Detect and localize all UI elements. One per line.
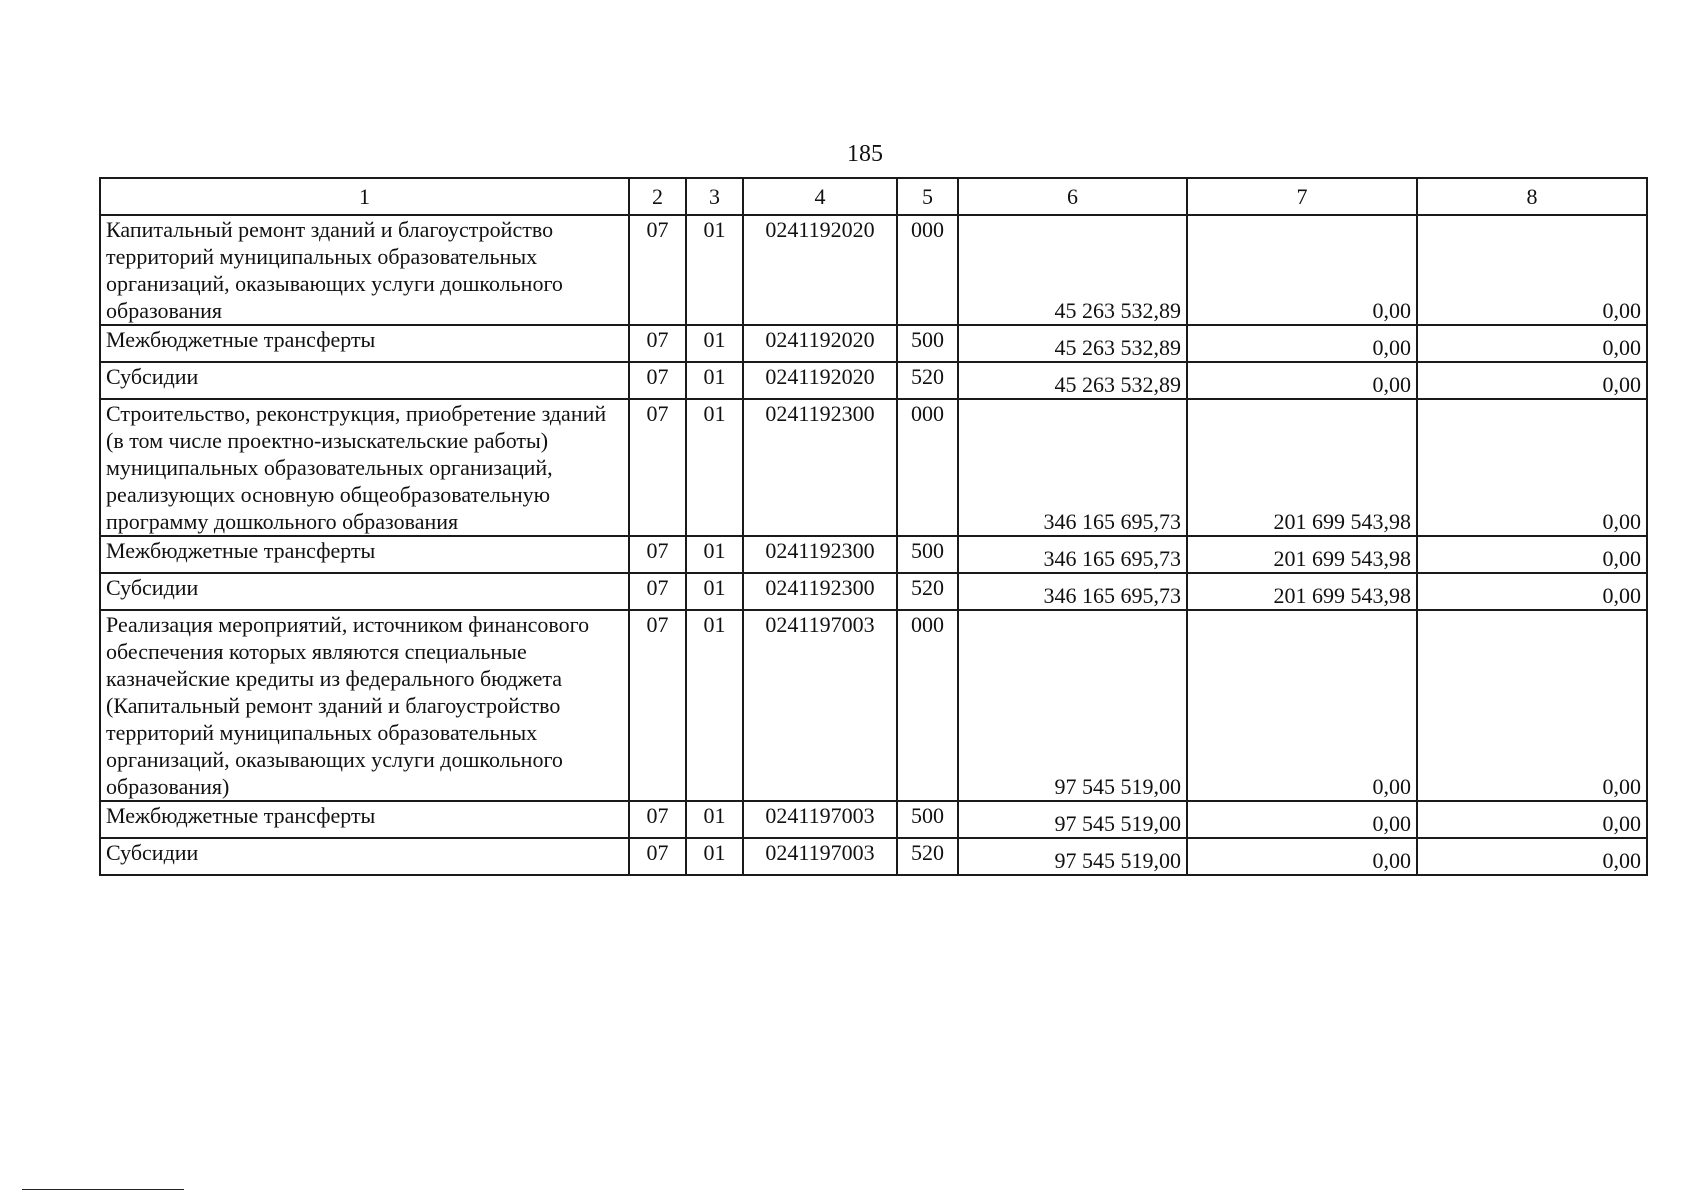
amount-col8: 0,00 (1417, 362, 1647, 399)
column-header: 7 (1187, 178, 1417, 215)
row-name: Капитальный ремонт зданий и благоустройство территорий муниципальных образовательных организаций, оказывающих услуги дошкольного образования (100, 215, 629, 325)
amount-col7: 201 699 543,98 (1187, 573, 1417, 610)
column-header: 5 (897, 178, 958, 215)
amount-col7: 0,00 (1187, 801, 1417, 838)
section-code: 07 (629, 215, 686, 325)
amount-col6: 346 165 695,73 (958, 536, 1187, 573)
target-article-code: 0241197003 (743, 838, 897, 875)
amount-col7: 0,00 (1187, 610, 1417, 801)
amount-col8: 0,00 (1417, 399, 1647, 536)
column-header: 4 (743, 178, 897, 215)
expense-type-code: 000 (897, 215, 958, 325)
section-code: 07 (629, 362, 686, 399)
expense-type-code: 500 (897, 801, 958, 838)
table-row (100, 610, 1647, 801)
column-number-header-row (100, 178, 1647, 215)
target-article-code: 0241192300 (743, 399, 897, 536)
amount-col6: 45 263 532,89 (958, 362, 1187, 399)
row-name: Субсидии (100, 838, 629, 875)
section-code: 07 (629, 325, 686, 362)
amount-col8: 0,00 (1417, 325, 1647, 362)
amount-col8: 0,00 (1417, 536, 1647, 573)
expense-type-code: 000 (897, 610, 958, 801)
column-header: 3 (686, 178, 743, 215)
table-row (100, 801, 1647, 838)
amount-col6: 45 263 532,89 (958, 215, 1187, 325)
target-article-code: 0241192020 (743, 215, 897, 325)
row-name: Субсидии (100, 573, 629, 610)
table-row (100, 536, 1647, 573)
target-article-code: 0241192300 (743, 536, 897, 573)
expense-type-code: 500 (897, 536, 958, 573)
footnote-separator-line (22, 1189, 184, 1190)
column-header: 8 (1417, 178, 1647, 215)
subsection-code: 01 (686, 536, 743, 573)
section-code: 07 (629, 573, 686, 610)
subsection-code: 01 (686, 325, 743, 362)
amount-col8: 0,00 (1417, 610, 1647, 801)
row-name: Межбюджетные трансферты (100, 536, 629, 573)
target-article-code: 0241192020 (743, 362, 897, 399)
section-code: 07 (629, 399, 686, 536)
amount-col8: 0,00 (1417, 838, 1647, 875)
table-row (100, 399, 1647, 536)
amount-col6: 346 165 695,73 (958, 573, 1187, 610)
amount-col8: 0,00 (1417, 573, 1647, 610)
column-header: 2 (629, 178, 686, 215)
column-header: 1 (100, 178, 629, 215)
amount-col7: 201 699 543,98 (1187, 536, 1417, 573)
amount-col7: 0,00 (1187, 362, 1417, 399)
amount-col6: 346 165 695,73 (958, 399, 1187, 536)
amount-col6: 97 545 519,00 (958, 610, 1187, 801)
amount-col7: 0,00 (1187, 215, 1417, 325)
row-name: Межбюджетные трансферты (100, 325, 629, 362)
budget-table (99, 177, 1648, 876)
amount-col7: 0,00 (1187, 325, 1417, 362)
subsection-code: 01 (686, 801, 743, 838)
expense-type-code: 500 (897, 325, 958, 362)
row-name: Межбюджетные трансферты (100, 801, 629, 838)
subsection-code: 01 (686, 573, 743, 610)
table-row (100, 838, 1647, 875)
expense-type-code: 000 (897, 399, 958, 536)
target-article-code: 0241197003 (743, 610, 897, 801)
subsection-code: 01 (686, 610, 743, 801)
section-code: 07 (629, 838, 686, 875)
target-article-code: 0241197003 (743, 801, 897, 838)
expense-type-code: 520 (897, 573, 958, 610)
amount-col8: 0,00 (1417, 801, 1647, 838)
table-row (100, 325, 1647, 362)
amount-col7: 0,00 (1187, 838, 1417, 875)
amount-col6: 97 545 519,00 (958, 801, 1187, 838)
amount-col6: 45 263 532,89 (958, 325, 1187, 362)
page-number: 185 (847, 141, 883, 167)
amount-col8: 0,00 (1417, 215, 1647, 325)
amount-col6: 97 545 519,00 (958, 838, 1187, 875)
table-row (100, 215, 1647, 325)
expense-type-code: 520 (897, 362, 958, 399)
target-article-code: 0241192020 (743, 325, 897, 362)
column-header: 6 (958, 178, 1187, 215)
subsection-code: 01 (686, 838, 743, 875)
row-name: Строительство, реконструкция, приобретение зданий (в том числе проектно-изыскательские работы) муниципальных образовательных организаций, реализующих основную общеобразовательную программу дошкольного образования (100, 399, 629, 536)
subsection-code: 01 (686, 215, 743, 325)
section-code: 07 (629, 801, 686, 838)
row-name: Субсидии (100, 362, 629, 399)
section-code: 07 (629, 610, 686, 801)
subsection-code: 01 (686, 362, 743, 399)
table-row (100, 362, 1647, 399)
subsection-code: 01 (686, 399, 743, 536)
amount-col7: 201 699 543,98 (1187, 399, 1417, 536)
target-article-code: 0241192300 (743, 573, 897, 610)
expense-type-code: 520 (897, 838, 958, 875)
table-row (100, 573, 1647, 610)
section-code: 07 (629, 536, 686, 573)
row-name: Реализация мероприятий, источником финансового обеспечения которых являются специальные казначейские кредиты из федерального бюджета (Капитальный ремонт зданий и благоустройство территорий муниципальных образовательных организаций, оказывающих услуги дошкольного образования) (100, 610, 629, 801)
